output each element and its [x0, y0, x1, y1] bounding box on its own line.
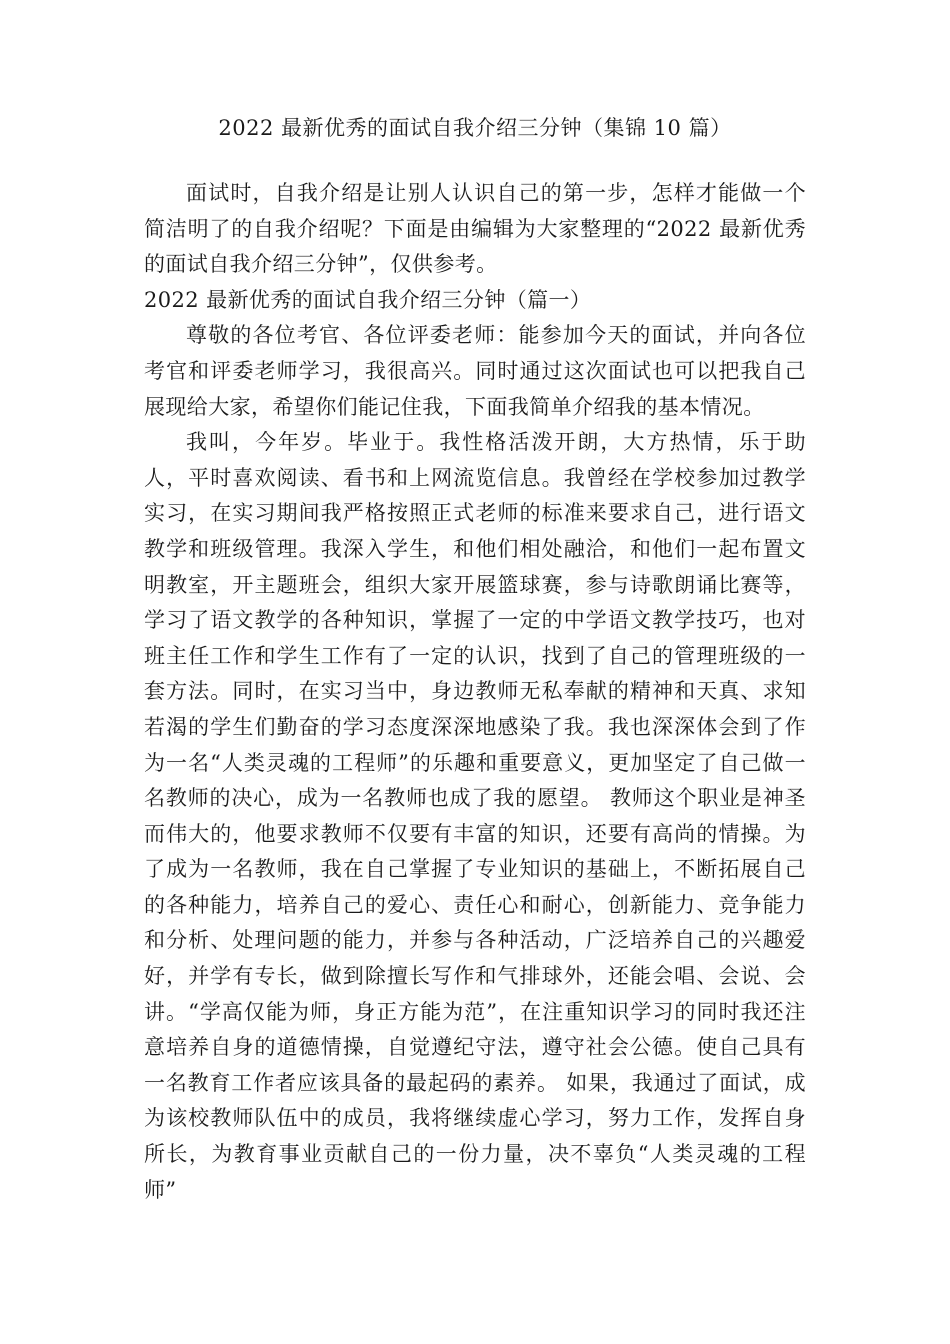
document-title: 2022 最新优秀的面试自我介绍三分钟（集锦 10 篇）: [218, 116, 732, 140]
intro-paragraph: 面试时，自我介绍是让别人认识自己的第一步，怎样才能做一个简洁明了的自我介绍呢？下面是由编辑为大家整理的“2022 最新优秀的面试自我介绍三分钟”，仅供参考。: [144, 181, 806, 277]
section-heading: 2022 最新优秀的面试自我介绍三分钟（篇一）: [144, 287, 592, 312]
section-paragraph-greeting: 尊敬的各位考官、各位评委老师：能参加今天的面试，并向各位考官和评委老师学习，我很高兴。同时通过这次面试也可以把我自己展现给大家，希望你们能记住我，下面我简单介绍我的基本情况。: [144, 323, 806, 419]
document-body: [144, 176, 806, 1208]
section-paragraph-introduction: 我叫，今年岁。毕业于。我性格活泼开朗，大方热情，乐于助人，平时喜欢阅读、看书和上网流览信息。我曾经在学校参加过教学实习，在实习期间我严格按照正式老师的标准来要求自己，进行语文教学和班级管理。我深入学生，和他们相处融洽，和他们一起布置文明教室，开主题班会，组织大家开展篮球赛，参与诗歌朗诵比赛等，学习了语文教学的各种知识，掌握了一定的中学语文教学技巧，也对班主任工作和学生工作有了一定的认识，找到了自己的管理班级的一套方法。同时，在实习当中，身边教师无私奉献的精神和天真、求知若渴的学生们勤奋的学习态度深深地感染了我。我也深深体会到了作为一名“人类灵魂的工程师”的乐趣和重要意义，更加坚定了自己做一名教师的决心，成为一名教师也成了我的愿望。 教师这个职业是神圣而伟大的，他要求教师不仅要有丰富的知识，还要有高尚的情操。为了成为一名教师，我在自己掌握了专业知识的基础上，不断拓展自己的各种能力，培养自己的爱心、责任心和耐心，创新能力、竞争能力和分析、处理问题的能力，并参与各种活动，广泛培养自己的兴趣爱好，并学有专长，做到除擅长写作和气排球外，还能会唱、会说、会讲。“学高仅能为师，身正方能为范”，在注重知识学习的同时我还注意培养自身的道德情操，自觉遵纪守法，遵守社会公德。使自己具有一名教育工作者应该具备的最起码的素养。 如果，我通过了面试，成为该校教师队伍中的成员，我将继续虚心学习，努力工作，发挥自身所长，为教育事业贡献自己的一份力量，决不辜负“人类灵魂的工程师”: [144, 430, 806, 1202]
